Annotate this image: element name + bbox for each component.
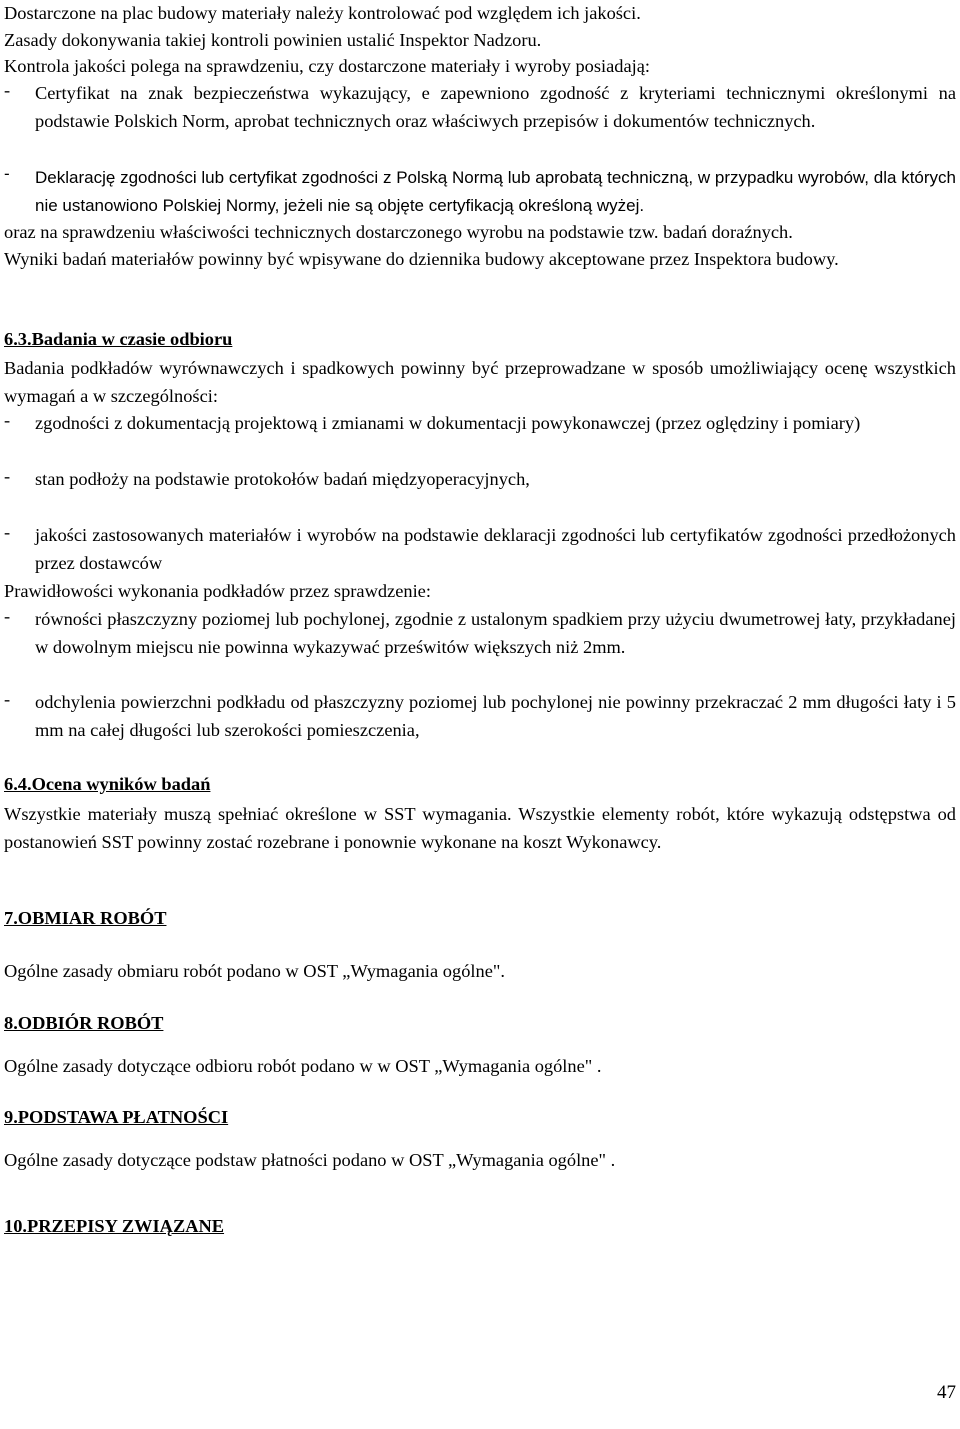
section-heading-6-3: 6.3.Badania w czasie odbioru <box>4 329 233 349</box>
intro-line-5: Wyniki badań materiałów powinny być wpisywane do dziennika budowy akceptowane przez Inspektora budowy. <box>4 249 839 269</box>
section-heading-6-4: 6.4.Ocena wyników badań <box>4 774 211 794</box>
section-6-3-paragraph-2: Prawidłowości wykonania podkładów przez sprawdzenie: <box>4 581 431 601</box>
section-6-4-paragraph: Wszystkie materiały muszą spełniać określone w SST wymagania. Wszystkie elementy robót, które wykazują odstępstwa od postanowień SST powinny zostać rozebrane i ponownie wykonane na koszt Wykonawcy. <box>4 804 956 852</box>
section-heading-8: 8.ODBIÓR ROBÓT <box>4 1013 164 1033</box>
list-dash: - <box>4 689 11 709</box>
intro-line-2: Zasady dokonywania takiej kontroli powinien ustalić Inspektor Nadzoru. <box>4 30 542 50</box>
list-item-text: Certyfikat na znak bezpieczeństwa wykazujący, e zapewniono zgodność z kryteriami technicznymi określonymi na podstawie Polskich Norm, aprobat technicznych oraz właściwych przepisów i dokumentów technicznych. <box>35 83 956 131</box>
list-item <box>4 410 956 438</box>
intro-line-4: oraz na sprawdzeniu właściwości technicznych dostarczonego wyrobu na podstawie tzw. badań doraźnych. <box>4 222 793 242</box>
section-6-3-paragraph: Badania podkładów wyrównawczych i spadkowych powinny być przeprowadzane w sposób umożliwiający ocenę wszystkich wymagań a w szczególności: <box>4 358 956 406</box>
section-heading-7: 7.OBMIAR ROBÓT <box>4 908 167 928</box>
list-item <box>4 466 956 494</box>
list-dash: - <box>4 522 11 542</box>
list-item <box>4 522 956 577</box>
list-dash: - <box>4 466 11 486</box>
list-item <box>4 606 956 661</box>
list-item-text: zgodności z dokumentacją projektową i zmianami w dokumentacji powykonawczej (przez oględziny i pomiary) <box>35 413 861 433</box>
list-item-text: stan podłoży na podstawie protokołów badań międzyoperacyjnych, <box>35 469 530 489</box>
list-dash: - <box>4 410 11 430</box>
intro-line-3: Kontrola jakości polega na sprawdzeniu, czy dostarczone materiały i wyroby posiadają: <box>4 56 650 76</box>
list-dash: - <box>4 606 11 626</box>
list-item <box>4 689 956 744</box>
list-item-text: jakości zastosowanych materiałów i wyrobów na podstawie deklaracji zgodności lub certyfikatów zgodności przedłożonych przez dostawców <box>35 525 956 573</box>
list-item-certificate <box>4 80 956 135</box>
list-item-text: równości płaszczyzny poziomej lub pochylonej, zgodnie z ustalonym spadkiem przy użyciu dwumetrowej łaty, przykładanej w dowolnym miejscu nie powinna wykazywać prześwitów większych niż 2mm. <box>35 609 956 657</box>
section-7-paragraph: Ogólne zasady obmiaru robót podano w OST „Wymagania ogólne". <box>4 961 505 981</box>
section-8-paragraph: Ogólne zasady dotyczące odbioru robót podano w w OST „Wymagania ogólne" . <box>4 1056 602 1076</box>
list-item-declaration <box>4 164 956 219</box>
list-item-text: odchylenia powierzchni podkładu od płaszczyzny poziomej lub pochylonej nie powinny przekraczać 2 mm długości łaty i 5 mm na całej długości lub szerokości pomieszczenia, <box>35 692 956 740</box>
section-9-paragraph: Ogólne zasady dotyczące podstaw płatności podano w OST „Wymagania ogólne" . <box>4 1150 616 1170</box>
list-dash: - <box>4 80 11 100</box>
section-heading-10: 10.PRZEPISY ZWIĄZANE <box>4 1216 225 1236</box>
intro-line-1: Dostarczone na plac budowy materiały należy kontrolować pod względem ich jakości. <box>4 3 641 23</box>
page-number: 47 <box>937 1382 956 1403</box>
list-dash: - <box>4 164 10 183</box>
list-item-text: Deklarację zgodności lub certyfikat zgodności z Polską Normą lub aprobatą techniczną, w przypadku wyrobów, dla których nie ustanowiono Polskiej Normy, jeżeli nie są objęte certyfikacją określoną wyżej. <box>35 168 956 215</box>
section-heading-9: 9.PODSTAWA PŁATNOŚCI <box>4 1107 229 1127</box>
